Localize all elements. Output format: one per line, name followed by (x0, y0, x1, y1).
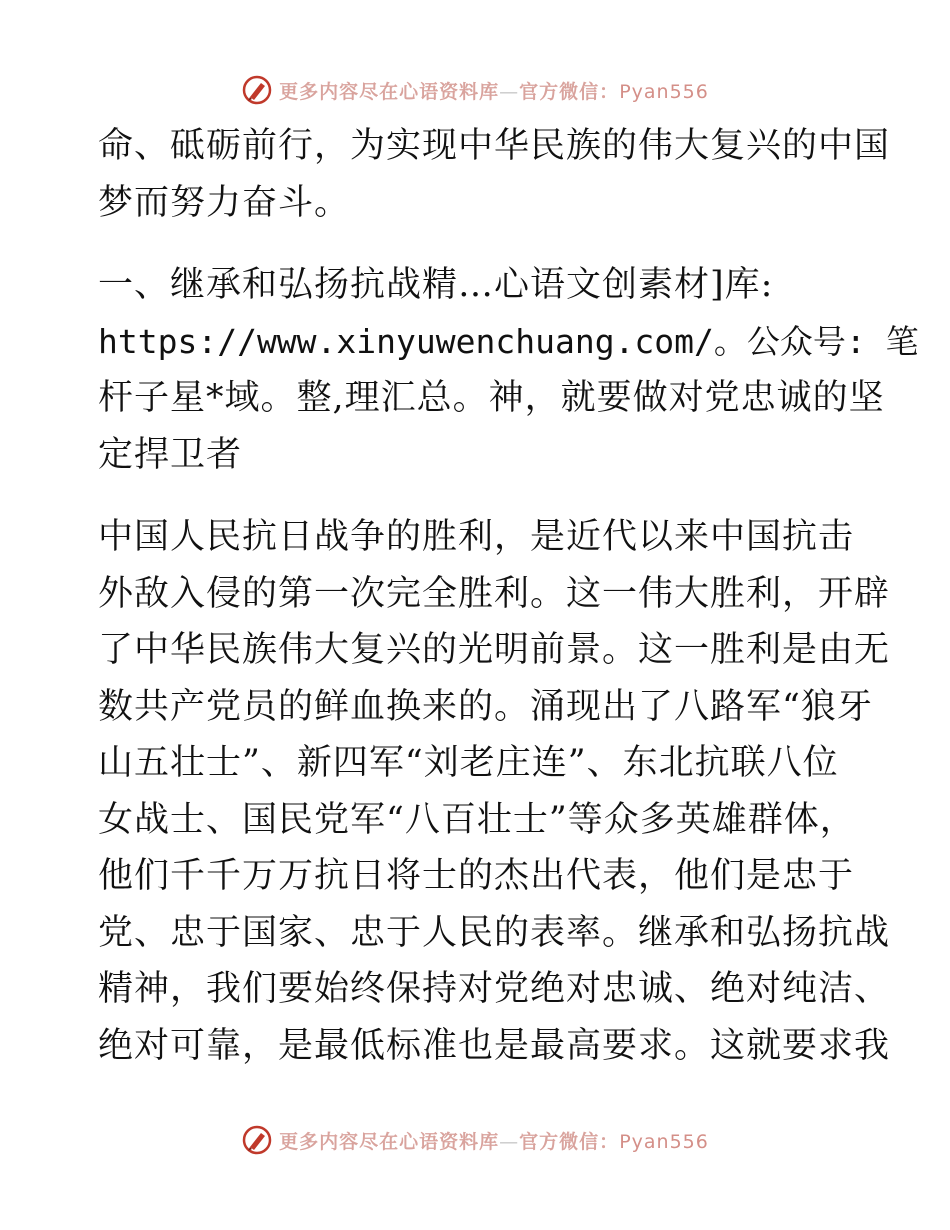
text-line: 女战士、国民党军“八百壮士”等众多英雄群体， (98, 799, 856, 840)
text-line: 党、忠于国家、忠于人民的表率。继承和弘扬抗战 (98, 912, 891, 953)
text-line: 绝对可靠，是最低标准也是最高要求。这就要求我 (98, 1025, 891, 1066)
pen-circle-logo-icon (241, 1124, 273, 1156)
text-line: 数共产党员的鲜血换来的。涌现出了八路军“狼牙 (98, 686, 873, 727)
paragraph-3 (98, 509, 891, 1074)
text-line: 山五壮士”、新四军“刘老庄连”、东北抗联八位 (98, 743, 839, 783)
watermark-text: 更多内容尽在心语资料库—官方微信：Pyan556 (279, 80, 709, 103)
url-text-line: https://www.xinyuwenchuang.com/。公众号: 笔 (98, 321, 919, 361)
text-line: 梦而努力奋斗。 (98, 182, 351, 223)
paragraph-1 (98, 118, 891, 231)
text-line: 了中华民族伟大复兴的光明前景。这一胜利是由无 (98, 630, 891, 670)
document-body (98, 118, 919, 1100)
text-line: 定捍卫者 (98, 434, 243, 475)
text-line: 中国人民抗日战争的胜利，是近代以来中国抗击 (98, 517, 855, 557)
watermark-text: 更多内容尽在心语资料库—官方微信：Pyan556 (279, 1130, 709, 1153)
text-line: 外敌入侵的第一次完全胜利。这一伟大胜利，开辟 (98, 573, 891, 614)
paragraph-2 (98, 257, 919, 483)
pen-circle-logo-icon (241, 74, 273, 106)
text-line: 杆子星*域。整,理汇总。神，就要做对党忠诚的坚 (98, 378, 885, 418)
text-line: 他们千千万万抗日将士的杰出代表，他们是忠于 (98, 856, 855, 896)
footer-watermark (0, 1120, 950, 1160)
header-watermark (0, 70, 950, 110)
text-line: 一、继承和弘扬抗战精…心语文创素材]库: (98, 265, 774, 305)
text-line: 命、砥砺前行，为实现中华民族的伟大复兴的中国 (98, 126, 891, 166)
text-line: 精神，我们要始终保持对党绝对忠诚、绝对纯洁、 (98, 969, 891, 1009)
